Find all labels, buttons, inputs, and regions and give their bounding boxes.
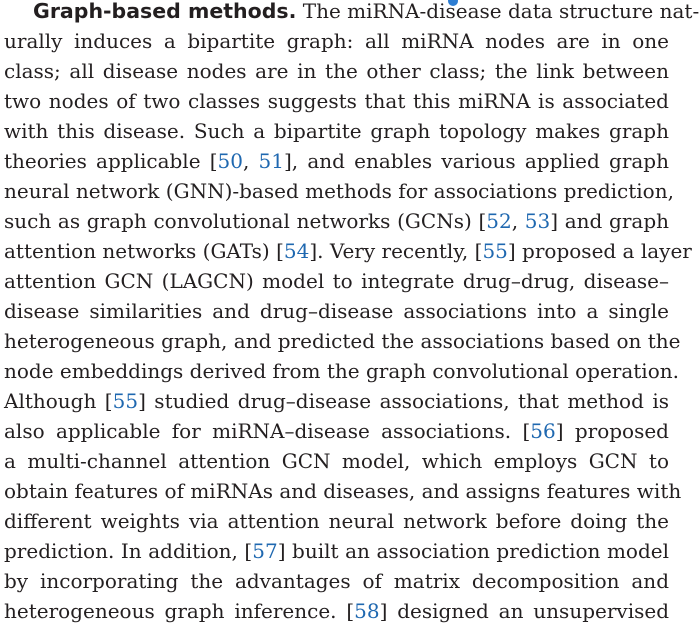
citation-link[interactable]: 55 bbox=[482, 239, 508, 263]
citation-link[interactable]: 50 bbox=[217, 149, 243, 173]
body-paragraph bbox=[4, 0, 699, 626]
text-line-3: class; all disease nodes are in the other class; the link between bbox=[4, 59, 669, 83]
citation-link[interactable]: 52 bbox=[486, 209, 512, 233]
text-line-16: a multi-channel attention GCN model, which employs GCN to bbox=[4, 449, 669, 473]
text-line-13: node embeddings derived from the graph convolutional operation. bbox=[4, 359, 679, 383]
citation-link[interactable]: 55 bbox=[112, 389, 139, 413]
text-line-20: by incorporating the advantages of matrix decomposition and bbox=[4, 569, 669, 593]
citation-link[interactable]: 53 bbox=[524, 209, 551, 233]
citation-link[interactable]: 51 bbox=[258, 149, 284, 173]
citation-link[interactable]: 56 bbox=[530, 419, 556, 443]
run-in-heading: Graph-based methods. bbox=[33, 0, 297, 23]
citation-link[interactable]: 57 bbox=[252, 539, 278, 563]
text-line-14: Although [55] studied drug–disease associations, that method is bbox=[4, 389, 669, 413]
text-line-21: heterogeneous graph inference. [58] designed an unsupervised bbox=[4, 599, 669, 623]
text-line-4: two nodes of two classes suggests that this miRNA is associated bbox=[4, 89, 669, 113]
text-line-15: also applicable for miRNA–disease associations. [56] proposed bbox=[4, 419, 669, 443]
text-line-10: attention GCN (LAGCN) model to integrate drug–drug, disease– bbox=[4, 269, 669, 293]
citation-link[interactable]: 54 bbox=[283, 239, 310, 263]
text-line-11: disease similarities and drug–disease associations into a single bbox=[4, 299, 669, 323]
text-line-2: urally induces a bipartite graph: all miRNA nodes are in one bbox=[4, 29, 669, 53]
text-line-5: with this disease. Such a bipartite graph topology makes graph bbox=[4, 119, 669, 143]
text-line-17: obtain features of miRNAs and diseases, and assigns features with bbox=[4, 479, 682, 503]
text-line-6: theories applicable [50, 51], and enables various applied graph bbox=[4, 149, 669, 173]
text-line-19: prediction. In addition, [57] built an association prediction model bbox=[4, 539, 669, 563]
text-line-8: such as graph convolutional networks (GCNs) [52, 53] and graph bbox=[4, 209, 669, 233]
citation-link[interactable]: 58 bbox=[354, 599, 380, 623]
text-line-7: neural network (GNN)-based methods for associations prediction, bbox=[4, 179, 674, 203]
text-line-1: Graph-based methods. The miRNA-disease data structure nat- bbox=[33, 0, 699, 23]
text-line-18: different weights via attention neural network before doing the bbox=[4, 509, 669, 533]
text-line-12: heterogeneous graph, and predicted the associations based on the bbox=[4, 329, 681, 353]
text-line-9: attention networks (GATs) [54]. Very recently, [55] proposed a layer bbox=[4, 239, 692, 263]
